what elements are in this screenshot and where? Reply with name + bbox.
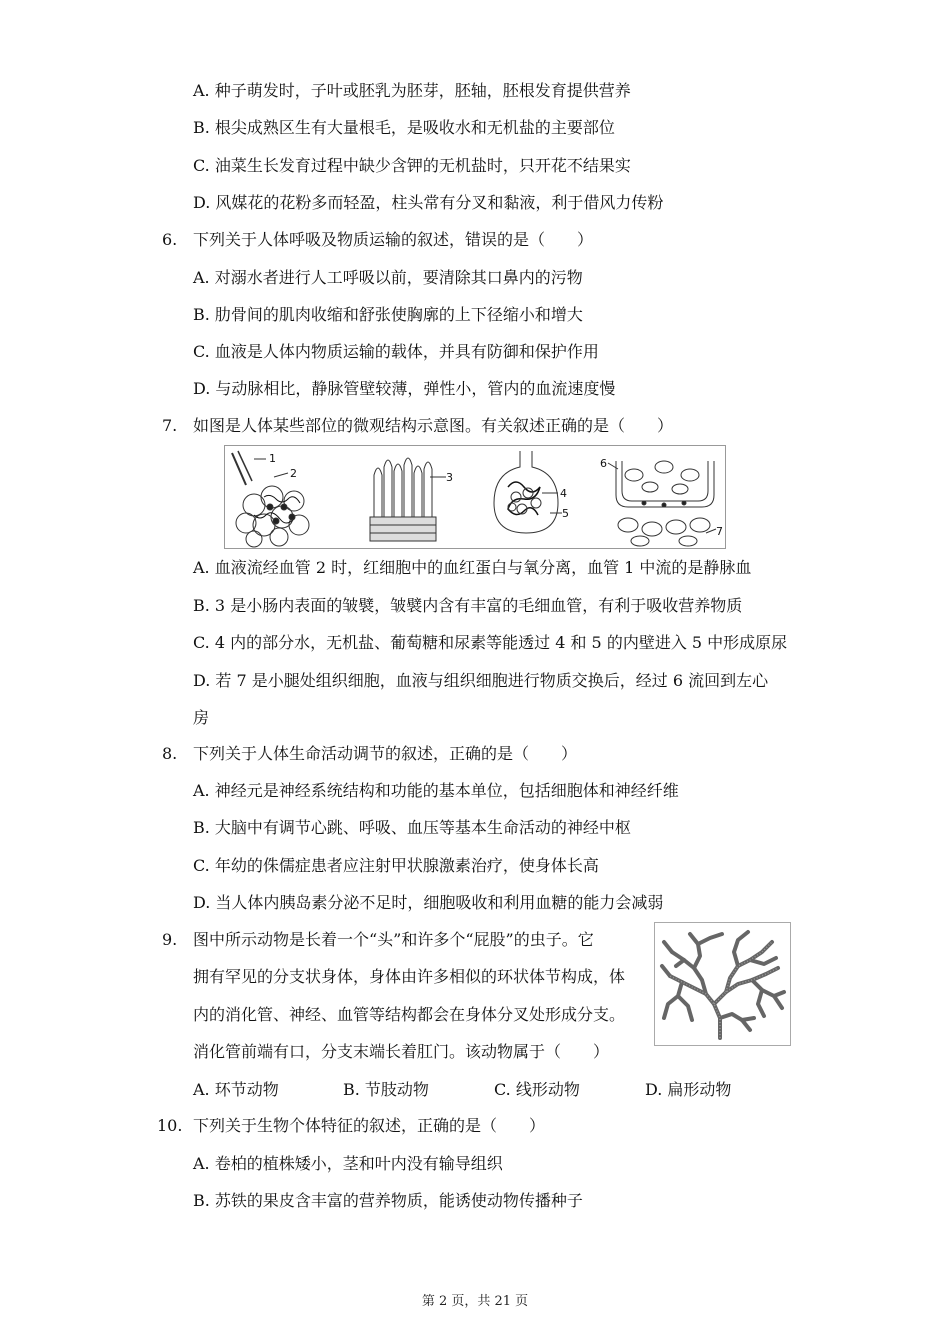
q6-stem: 下列关于人体呼吸及物质运输的叙述，错误的是（ ） xyxy=(193,230,594,249)
q7-option-b: B. 3 是小肠内表面的皱襞，皱襞内含有丰富的毛细血管，有利于吸收营养物质 xyxy=(193,596,743,615)
q9-stem-line-3: 内的消化管、神经、血管等结构都会在身体分叉处形成分支。 xyxy=(193,1005,626,1024)
q7-option-d: D. 若 7 是小腿处组织细胞，血液与组织细胞进行物质交换后，经过 6 流回到左心 xyxy=(193,671,769,690)
q5-option-d: D. 风媒花的花粉多而轻盈，柱头常有分叉和黏液，利于借风力传粉 xyxy=(193,193,664,212)
q9-stem-line-2: 拥有罕见的分支状身体，身体由许多相似的环状体节构成，体 xyxy=(193,967,626,986)
q7-option-d-continued: 房 xyxy=(193,708,210,727)
q10-number: 10. xyxy=(157,1116,183,1135)
label-5: 5 xyxy=(562,507,569,520)
q7-figure-svg xyxy=(224,445,726,549)
q10-option-b: B. 苏铁的果皮含丰富的营养物质，能诱使动物传播种子 xyxy=(193,1191,583,1210)
q7-option-c: C. 4 内的部分水，无机盐、葡萄糖和尿素等能透过 4 和 5 的内壁进入 5 中形成原尿 xyxy=(193,633,788,652)
q8-option-a: A. 神经元是神经系统结构和功能的基本单位，包括细胞体和神经纤维 xyxy=(193,781,679,800)
q5-option-c: C. 油菜生长发育过程中缺少含钾的无机盐时，只开花不结果实 xyxy=(193,156,631,175)
q9-number: 9. xyxy=(162,930,178,949)
q8-option-c: C. 年幼的侏儒症患者应注射甲状腺激素治疗，使身体长高 xyxy=(193,856,599,875)
q8-option-b: B. 大脑中有调节心跳、呼吸、血压等基本生命活动的神经中枢 xyxy=(193,818,631,837)
q10-option-a: A. 卷柏的植株矮小，茎和叶内没有输导组织 xyxy=(193,1154,503,1173)
q9-option-a: A. 环节动物 xyxy=(193,1080,279,1099)
label-3: 3 xyxy=(446,471,453,484)
q8-number: 8. xyxy=(162,744,178,763)
q9-stem-line-4: 消化管前端有口，分支末端长着肛门。该动物属于（ ） xyxy=(193,1042,610,1061)
q9-stem-line-1: 图中所示动物是长着一个“头”和许多个“屁股”的虫子。它 xyxy=(193,930,594,949)
q6-option-c: C. 血液是人体内物质运输的载体，并具有防御和保护作用 xyxy=(193,342,599,361)
q6-option-a: A. 对溺水者进行人工呼吸以前，要清除其口鼻内的污物 xyxy=(193,268,583,287)
label-1: 1 xyxy=(269,452,276,465)
q6-number: 6. xyxy=(162,230,178,249)
q7-stem: 如图是人体某些部位的微观结构示意图。有关叙述正确的是（ ） xyxy=(193,416,674,435)
q9-figure xyxy=(654,922,791,1046)
figure-border xyxy=(225,446,726,549)
q9-option-b: B. 节肢动物 xyxy=(343,1080,429,1099)
label-4: 4 xyxy=(560,487,567,500)
page-footer: 第 2 页，共 21 页 xyxy=(421,1294,529,1309)
q7-option-a: A. 血液流经血管 2 时，红细胞中的血红蛋白与氧分离，血管 1 中流的是静脉血 xyxy=(193,558,752,577)
q10-stem: 下列关于生物个体特征的叙述，正确的是（ ） xyxy=(193,1116,546,1135)
q7-number: 7. xyxy=(162,416,178,435)
q6-option-b: B. 肋骨间的肌肉收缩和舒张使胸廓的上下径缩小和增大 xyxy=(193,305,583,324)
label-6: 6 xyxy=(600,457,607,470)
q5-option-a: A. 种子萌发时，子叶或胚乳为胚芽，胚轴，胚根发育提供营养 xyxy=(193,81,631,100)
q9-option-d: D. 扁形动物 xyxy=(645,1080,732,1099)
q5-option-b: B. 根尖成熟区生有大量根毛，是吸收水和无机盐的主要部位 xyxy=(193,118,615,137)
q6-option-d: D. 与动脉相比，静脉管壁较薄，弹性小，管内的血流速度慢 xyxy=(193,379,616,398)
label-7: 7 xyxy=(716,525,723,538)
q8-option-d: D. 当人体内胰岛素分泌不足时，细胞吸收和利用血糖的能力会减弱 xyxy=(193,893,664,912)
branching-worm-image xyxy=(654,922,791,1046)
q8-stem: 下列关于人体生命活动调节的叙述，正确的是（ ） xyxy=(193,744,578,763)
label-2: 2 xyxy=(290,467,297,480)
q7-figure xyxy=(224,445,726,549)
q9-option-c: C. 线形动物 xyxy=(494,1080,580,1099)
